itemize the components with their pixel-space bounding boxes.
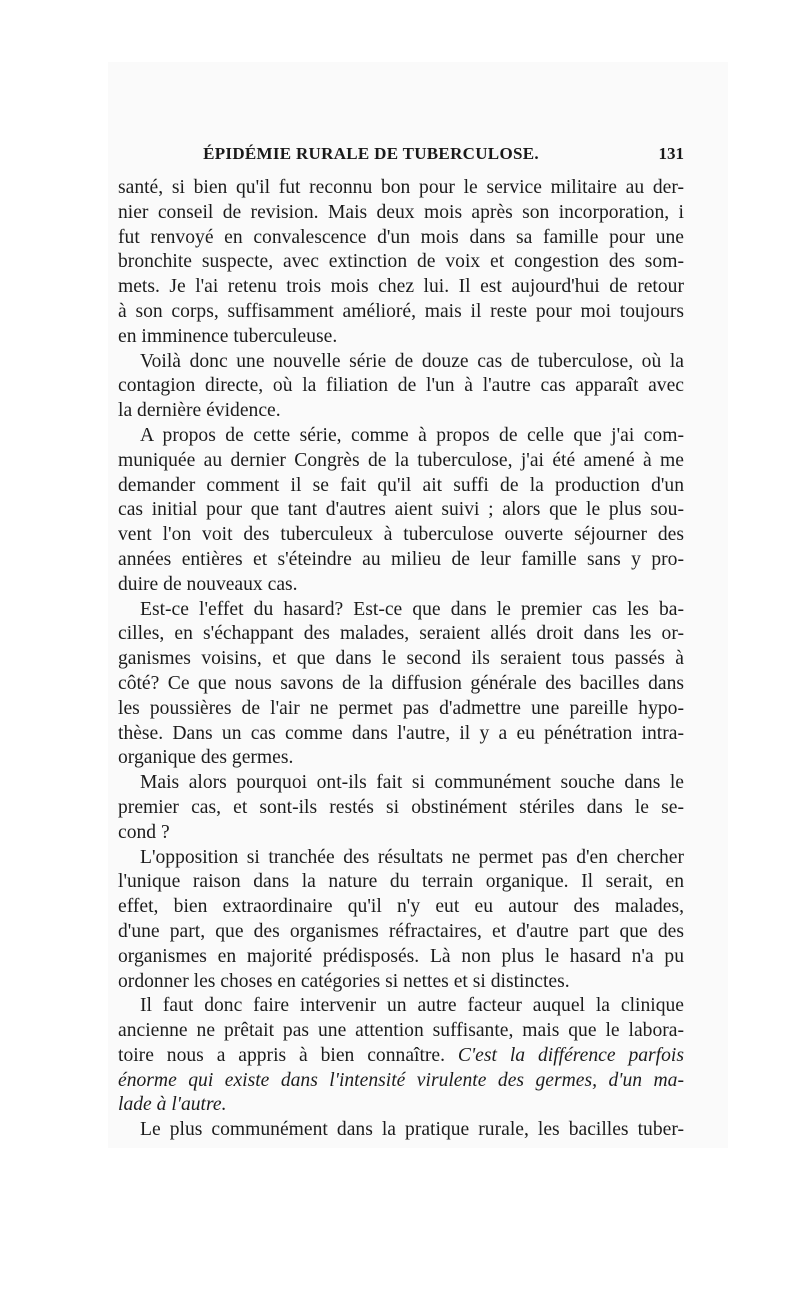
text-segment: toire nous a appris à bien connaître. — [118, 1044, 446, 1066]
text-line: ganismes voisins, et que dans le second ils seraient tous passés à — [118, 648, 684, 670]
emphasis-text: C'est la différence parfois — [457, 1044, 684, 1066]
paragraph-1 — [118, 176, 684, 350]
text-line: fut renvoyé en convalescence d'un mois dans sa famille pour une — [118, 226, 684, 248]
text-line: années entières et s'éteindre au milieu de leur famille sans y pro- — [118, 548, 684, 570]
text-line: vent l'on voit des tuberculeux à tuberculose ouverte séjourner des — [118, 524, 684, 546]
paragraph-5 — [118, 771, 684, 845]
text-line: ancienne ne prêtait pas une attention suffisante, mais que le labora- — [118, 1020, 684, 1042]
text-line: d'une part, que des organismes réfractaires, et d'autre part que des — [118, 920, 684, 942]
paragraph-2 — [118, 350, 684, 424]
text-line: organismes en majorité prédisposés. Là non plus le hasard n'a pu — [118, 945, 684, 967]
text-line: L'opposition si tranchée des résultats ne permet pas d'en chercher — [140, 846, 684, 868]
emphasis-line: lade à l'autre. — [118, 1094, 227, 1116]
text-line: thèse. Dans un cas comme dans l'autre, il y a eu pénétration intra- — [118, 722, 684, 744]
text-line: Voilà donc une nouvelle série de douze cas de tuberculose, où la — [140, 350, 684, 372]
body-text — [118, 176, 684, 1143]
text-line: contagion directe, où la filiation de l'un à l'autre cas apparaît avec — [118, 375, 684, 397]
paragraph-8 — [118, 1118, 684, 1143]
emphasis-line: énorme qui existe dans l'intensité virulente des germes, d'un ma- — [118, 1069, 684, 1091]
running-title: ÉPIDÉMIE RURALE DE TUBERCULOSE. — [203, 144, 539, 163]
text-line: l'unique raison dans la nature du terrain organique. Il serait, en — [118, 871, 684, 893]
text-line: demander comment il se fait qu'il ait suffi de la production d'un — [118, 474, 684, 496]
running-head — [118, 144, 684, 172]
text-line-mixed — [118, 1044, 684, 1069]
text-line: nier conseil de revision. Mais deux mois après son incorporation, i — [118, 201, 684, 223]
page-number: 131 — [658, 144, 684, 163]
text-line: côté? Ce que nous savons de la diffusion générale des bacilles dans — [118, 672, 684, 694]
text-line: ordonner les choses en catégories si nettes et si distinctes. — [118, 970, 570, 992]
text-line: mets. Je l'ai retenu trois mois chez lui. Il est aujourd'hui de retour — [118, 276, 684, 298]
text-line: cond ? — [118, 821, 170, 843]
text-line: effet, bien extraordinaire qu'il n'y eut eu autour des malades, — [118, 896, 684, 918]
text-line: en imminence tuberculeuse. — [118, 325, 338, 347]
text-line: premier cas, et sont-ils restés si obstinément stériles dans le se- — [118, 796, 684, 818]
text-line: Il faut donc faire intervenir un autre facteur auquel la clinique — [140, 995, 684, 1017]
paragraph-6 — [118, 846, 684, 995]
text-line: A propos de cette série, comme à propos de celle que j'ai com- — [140, 424, 684, 446]
text-line: cilles, en s'échappant des malades, seraient allés droit dans les or- — [118, 623, 684, 645]
text-line: les poussières de l'air ne permet pas d'admettre une pareille hypo- — [118, 697, 684, 719]
paragraph-3 — [118, 424, 684, 598]
text-line: santé, si bien qu'il fut reconnu bon pour le service militaire au der- — [118, 177, 684, 198]
text-line: Mais alors pourquoi ont-ils fait si communément souche dans le — [140, 772, 684, 794]
text-line: cas initial pour que tant d'autres aient suivi ; alors que le plus sou- — [118, 499, 684, 521]
text-line: Est-ce l'effet du hasard? Est-ce que dans le premier cas les ba- — [140, 598, 684, 620]
text-line: Le plus communément dans la pratique rurale, les bacilles tuber- — [140, 1119, 684, 1141]
paragraph-7 — [118, 994, 684, 1118]
text-line: bronchite suspecte, avec extinction de voix et congestion des som- — [118, 251, 684, 273]
text-line: organique des germes. — [118, 747, 294, 769]
text-line: à son corps, suffisamment amélioré, mais il reste pour moi toujours — [118, 300, 684, 322]
text-line: la dernière évidence. — [118, 400, 281, 422]
text-line: duire de nouveaux cas. — [118, 573, 298, 595]
paragraph-4 — [118, 598, 684, 772]
text-line: muniquée au dernier Congrès de la tuberculose, j'ai été amené à me — [118, 449, 684, 471]
